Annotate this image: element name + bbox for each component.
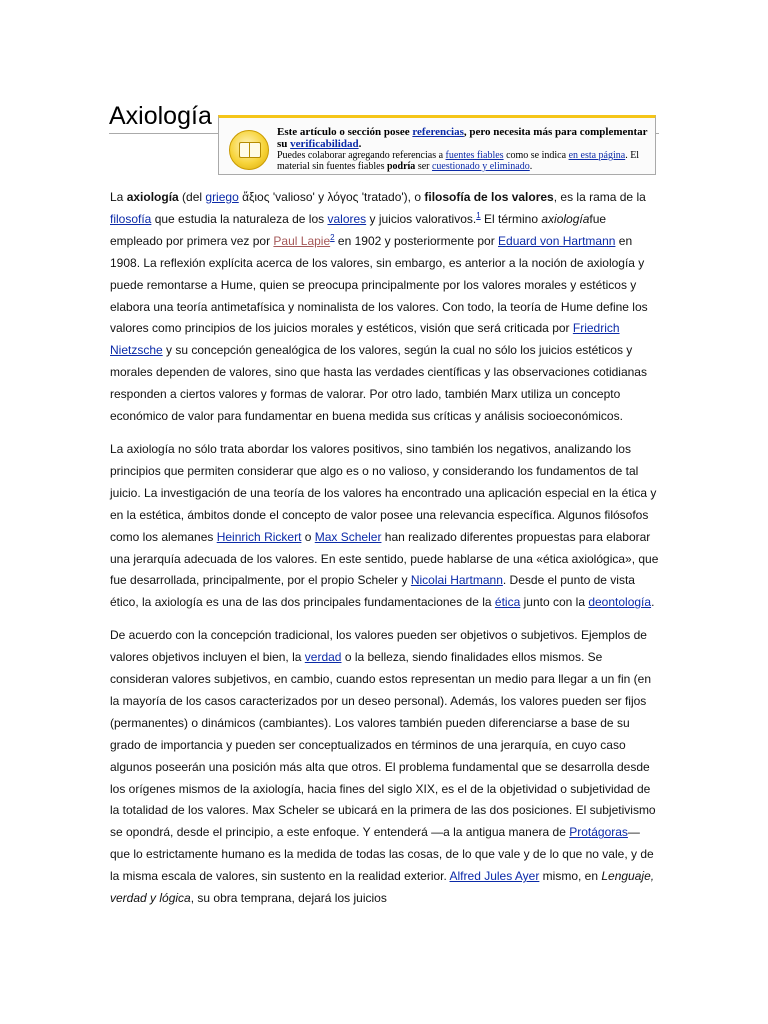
paragraph-1 bbox=[110, 187, 660, 428]
text: La axiología no sólo trata abordar los valores positivos, sino también los negativos, analizando los principios que permiten considerar que algo es o no valioso, y considerando los fundamentos de tal juicio. La investigación de una teoría de los valores ha encontrado una aplicación especial en la ética y en la estética, ámbitos donde el concepto de valor posee una relevancia específica. Algunos filósofos como los alemanes bbox=[110, 441, 657, 544]
text: o la belleza, siendo finalidades ellos mismos. Se consideran valores subjetivos, en cambio, cuando estos representan un medio para llegar a un fin (en la mayoría de los casos caracterizados por un deseo personal). Además, los valores pueden ser fijos (permanentes) o dinámicos (cambiantes). Los valores también pueden diferenciarse a base de su grado de importancia y pueden ser conceptualizados en términos de una jerarquía, en cuyo caso algunos poseerán una posición más alta que otros. El problema fundamental que se desarrolla desde los orígenes mismos de la axiología, hacia fines del siglo XIX, es el de la objetividad o subjetividad de la totalidad de los valores. Max Scheler se ubicará en la primera de las dos posiciones. El subjetivismo se opondrá, desde el principio, a este enfoque. Y entenderá —a la antigua manera de bbox=[110, 650, 656, 840]
paul-lapie-link[interactable]: Paul Lapie bbox=[273, 233, 331, 248]
notice-text-part: Puedes colaborar agregando referencias a bbox=[277, 150, 446, 161]
text: y juicios valorativos. bbox=[366, 211, 477, 226]
article-body bbox=[110, 187, 660, 921]
text: que estudia la naturaleza de los bbox=[151, 211, 328, 226]
deontologia-link[interactable]: deontología bbox=[588, 595, 652, 610]
text: mismo, en bbox=[539, 869, 602, 884]
paragraph-2 bbox=[110, 439, 660, 614]
text: ἄξιος 'valioso' y λόγος 'tratado'), o bbox=[238, 190, 425, 204]
notice-subtext bbox=[277, 150, 649, 172]
notice-text-part: como se indica bbox=[503, 150, 569, 161]
heinrich-rickert-link[interactable]: Heinrich Rickert bbox=[216, 529, 302, 544]
bold-term: filosofía de los valores bbox=[424, 190, 554, 204]
protagoras-link[interactable]: Protágoras bbox=[569, 825, 628, 840]
text: . bbox=[651, 595, 655, 610]
fuentes-fiables-link[interactable]: fuentes fiables bbox=[445, 150, 504, 161]
italic-title: Lenguaje, verdad y lógica bbox=[110, 869, 655, 906]
text: (del bbox=[178, 190, 206, 204]
text: en 1902 y posteriormente por bbox=[334, 233, 499, 248]
text: o bbox=[301, 529, 315, 544]
filosofia-link[interactable]: filosofía bbox=[110, 211, 152, 226]
eduard-von-hartmann-link[interactable]: Eduard von Hartmann bbox=[498, 233, 616, 248]
text: junto con la bbox=[520, 595, 589, 610]
valores-link[interactable]: valores bbox=[327, 211, 367, 226]
nicolai-hartmann-link[interactable]: Nicolai Hartmann bbox=[410, 573, 503, 588]
text: La bbox=[110, 190, 127, 204]
notice-text-part: . El material sin fuentes fiables bbox=[277, 150, 640, 172]
notice-text-part: ser bbox=[415, 161, 432, 172]
paragraph-3 bbox=[110, 625, 660, 910]
referencias-link[interactable]: referencias bbox=[412, 126, 464, 138]
references-notice-box bbox=[218, 115, 656, 175]
verdad-link[interactable]: verdad bbox=[304, 650, 342, 665]
reference-2-link[interactable]: 2 bbox=[330, 232, 335, 242]
text: fue empleado por primera vez por bbox=[110, 211, 607, 248]
notice-text-bold: podría bbox=[386, 161, 416, 172]
text: han realizado diferentes propuestas para elaborar una jerarquía adecuada de los valores. En este sentido, puede hablarse de una «ética axiológica», que fue desarrollada, principalmente, por el propio Scheler y bbox=[110, 529, 659, 588]
alfred-jules-ayer-link[interactable]: Alfred Jules Ayer bbox=[449, 869, 540, 884]
cuestionado-link[interactable]: cuestionado y eliminado bbox=[431, 161, 530, 172]
text: — que lo estrictamente humano es la medida de todas las cosas, de lo que vale y de lo que no vale, y de la misma escala de valores, sin sustento en la realidad exterior. bbox=[110, 825, 654, 884]
text: , es la rama de la bbox=[553, 190, 646, 204]
text: y su concepción genealógica de los valores, según la cual no sólo los juicios estéticos y morales dependen de valores, sino que hasta las verdades científicas y las observaciones cotidianas responden a ciertos valores y formas de valorar. Por otro lado, también Marx utiliza un concepto económico de valor para fundamentar en buena medida sus críticas y análisis socioeconómicos. bbox=[110, 343, 647, 424]
bold-term: axiología bbox=[126, 190, 179, 204]
text: en 1908. La reflexión explícita acerca de los valores, sin embargo, es anterior a la noción de axiología y puede remontarse a Hume, quien se preocupa principalmente por los valores morales y estéticos y elabora una teoría antimetafísica y nominalista de los valores. Con todo, la teoría de Hume define los valores como principios de los juicios morales y estéticos, visión que será criticada por bbox=[110, 233, 648, 336]
en-esta-pagina-link[interactable]: en esta página bbox=[568, 150, 626, 161]
friedrich-nietzsche-link[interactable]: Friedrich Nietzsche bbox=[110, 321, 620, 358]
notice-text bbox=[277, 126, 649, 172]
etica-link[interactable]: ética bbox=[494, 595, 521, 610]
notice-text-part: . bbox=[358, 138, 362, 150]
text: . Desde el punto de vista ético, la axiología es una de las dos principales fundamentaciones de la bbox=[110, 573, 635, 610]
notice-text-part: . bbox=[529, 161, 533, 172]
text: , su obra temprana, dejará los juicios bbox=[190, 891, 387, 906]
italic-term: axiología bbox=[541, 211, 590, 226]
text: El término bbox=[480, 211, 542, 226]
max-scheler-link[interactable]: Max Scheler bbox=[314, 529, 382, 544]
notice-text-part: , pero necesita más para complementar su bbox=[277, 126, 648, 150]
reference-1-link[interactable]: 1 bbox=[476, 210, 481, 220]
verificabilidad-link[interactable]: verificabilidad bbox=[290, 138, 359, 150]
notice-text-part: Este artículo o sección posee bbox=[277, 126, 413, 138]
griego-link[interactable]: griego bbox=[205, 190, 239, 204]
page-title: Axiología bbox=[109, 101, 659, 134]
text: De acuerdo con la concepción tradicional, los valores pueden ser objetivos o subjetivos. Ejemplos de valores objetivos incluyen el bien, la bbox=[110, 628, 647, 665]
book-icon bbox=[229, 130, 269, 170]
